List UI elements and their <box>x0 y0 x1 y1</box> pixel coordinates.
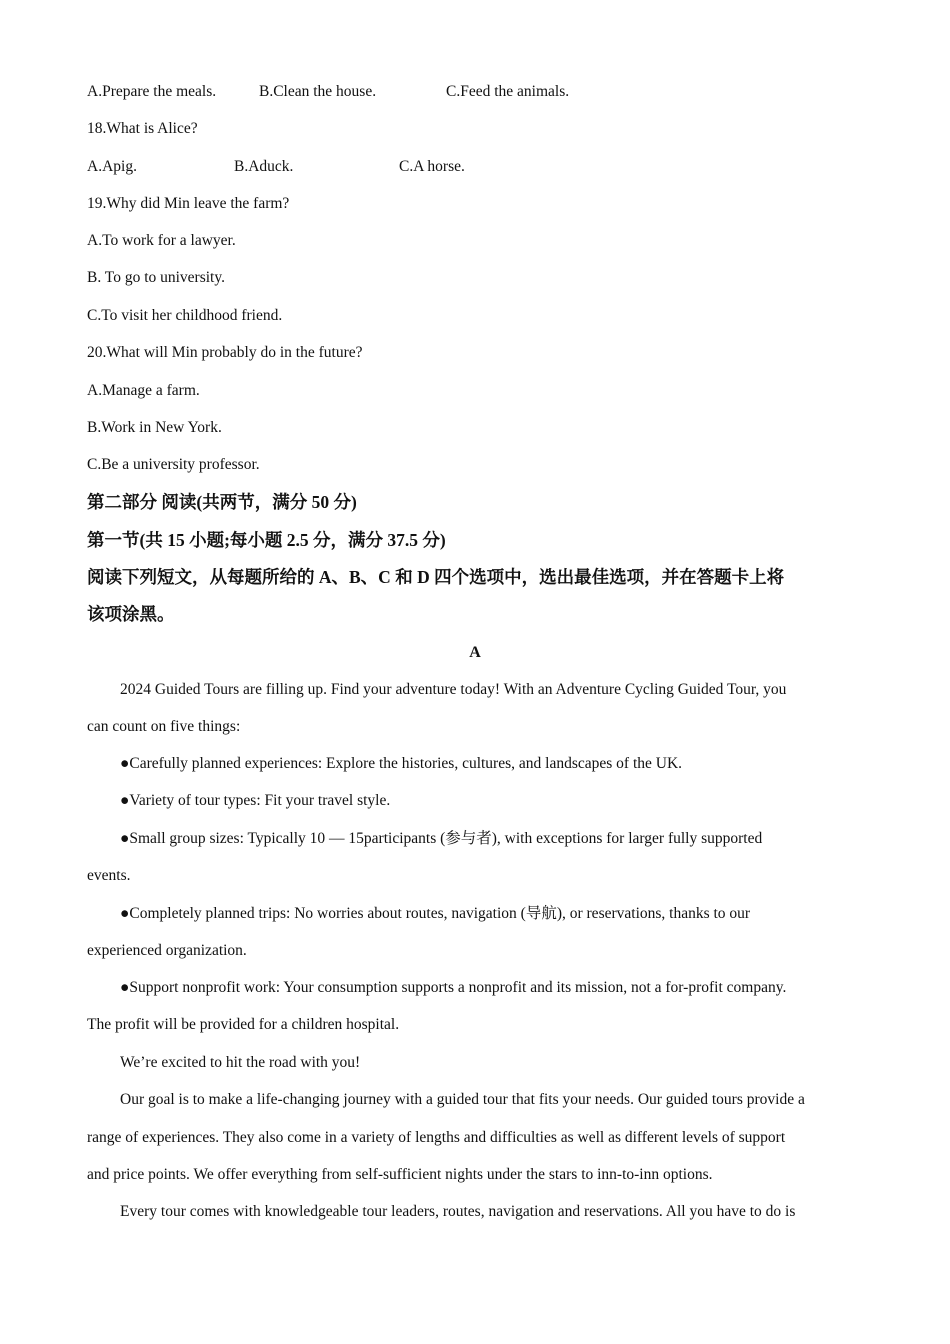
q18-question: 18.What is Alice? <box>87 120 198 137</box>
passage-line: experienced organization. <box>87 942 247 959</box>
passage-line: events. <box>87 867 131 884</box>
instruction-line-2: 该项涂黑。 <box>87 604 175 624</box>
q19-question: 19.Why did Min leave the farm? <box>87 195 290 212</box>
passage-line: Every tour comes with knowledgeable tour leaders, routes, navigation and reservations. All you have to do is <box>120 1203 796 1220</box>
q20-option-b: B.Work in New York. <box>87 419 222 436</box>
q17-option-a: A.Prepare the meals. <box>87 83 217 100</box>
q20-option-a: A.Manage a farm. <box>87 382 200 399</box>
section-title: 第一节(共 15 小题;每小题 2.5 分，满分 37.5 分) <box>87 530 446 550</box>
passage-label: A <box>469 644 481 661</box>
passage-bullet: ●Completely planned trips: No worries about routes, navigation (导航), or reservations, thanks to our <box>120 905 751 922</box>
instruction-line-1: 阅读下列短文，从每题所给的 A、B、C 和 D 四个选项中，选出最佳选项，并在答题卡上将 <box>87 567 785 587</box>
q18-option-c: C.A horse. <box>399 158 465 175</box>
passage-line: 2024 Guided Tours are filling up. Find your adventure today! With an Adventure Cycling Guided Tour, you <box>120 681 787 698</box>
passage-bullet: ●Support nonprofit work: Your consumption supports a nonprofit and its mission, not a for-profit company. <box>120 979 787 996</box>
q19-option-c: C.To visit her childhood friend. <box>87 307 283 324</box>
passage-line: The profit will be provided for a children hospital. <box>87 1016 400 1033</box>
q17-option-c: C.Feed the animals. <box>446 83 570 100</box>
q18-option-b: B.Aduck. <box>234 158 294 175</box>
q19-option-a: A.To work for a lawyer. <box>87 232 236 249</box>
passage-line: We’re excited to hit the road with you! <box>120 1054 361 1071</box>
q17-option-b: B.Clean the house. <box>259 83 377 100</box>
passage-line: Our goal is to make a life-changing journey with a guided tour that fits your needs. Our guided tours provide a <box>120 1091 805 1108</box>
passage-line: can count on five things: <box>87 718 241 735</box>
passage-bullet: ●Carefully planned experiences: Explore the histories, cultures, and landscapes of the UK. <box>120 755 683 772</box>
passage-bullet: ●Variety of tour types: Fit your travel style. <box>120 792 391 809</box>
q20-option-c: C.Be a university professor. <box>87 456 260 473</box>
part-title: 第二部分 阅读(共两节，满分 50 分) <box>87 492 357 512</box>
q20-question: 20.What will Min probably do in the future? <box>87 344 363 361</box>
q19-option-b: B. To go to university. <box>87 269 225 286</box>
passage-line: and price points. We offer everything from self-sufficient nights under the stars to inn-to-inn options. <box>87 1166 713 1183</box>
passage-line: range of experiences. They also come in a variety of lengths and difficulties as well as different levels of support <box>87 1129 786 1146</box>
q18-option-a: A.Apig. <box>87 158 137 175</box>
passage-bullet: ●Small group sizes: Typically 10 — 15participants (参与者), with exceptions for larger fully supported <box>120 830 763 847</box>
